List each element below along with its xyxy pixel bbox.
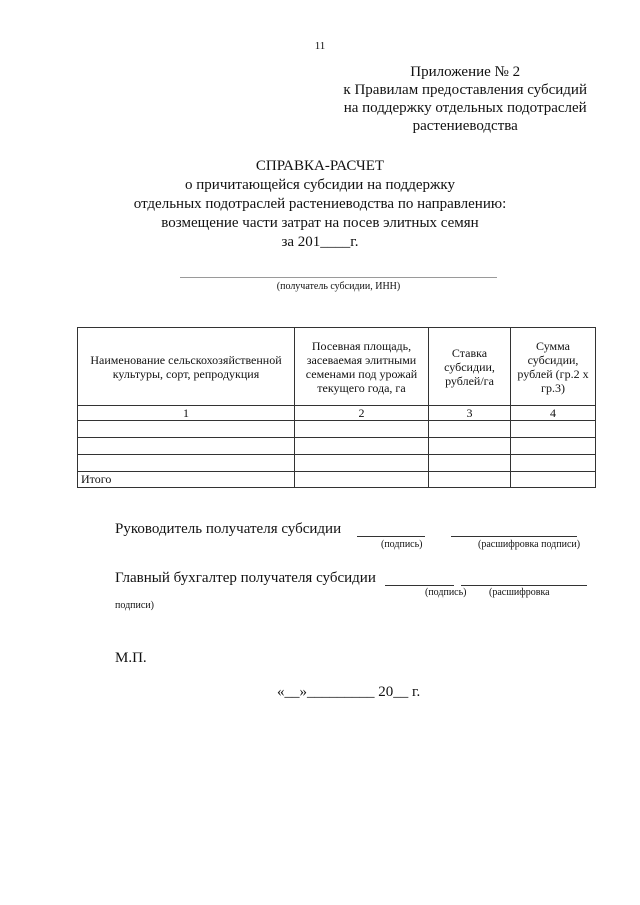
title-heading: СПРАВКА-РАСЧЕТ bbox=[255, 158, 385, 174]
table-row bbox=[78, 455, 596, 472]
header-sown-area: Посевная площадь, засеваемая элитными семенами под урожай текущего года, га bbox=[295, 328, 429, 406]
table-cell[interactable] bbox=[295, 438, 429, 455]
appendix-line-1: Приложение № 2 bbox=[410, 64, 521, 80]
head-signature-line[interactable] bbox=[357, 536, 425, 537]
accountant-decode-caption: (расшифровка bbox=[489, 587, 550, 598]
table-header-row bbox=[78, 328, 596, 406]
table-cell[interactable] bbox=[511, 455, 596, 472]
total-label: Итого bbox=[78, 472, 295, 488]
appendix-line-3: на поддержку отдельных подотраслей bbox=[343, 100, 587, 116]
accountant-sign-caption: (подпись) bbox=[425, 587, 467, 598]
calculation-table bbox=[77, 327, 596, 488]
table-cell[interactable] bbox=[429, 472, 511, 488]
column-number: 2 bbox=[295, 406, 429, 421]
column-number: 4 bbox=[511, 406, 596, 421]
document-title bbox=[0, 157, 640, 252]
table-row bbox=[78, 438, 596, 455]
header-subsidy-sum: Сумма субсидии, рублей (гр.2 х гр.3) bbox=[511, 328, 596, 406]
column-number: 3 bbox=[429, 406, 511, 421]
table-cell[interactable] bbox=[511, 438, 596, 455]
head-decode-caption: (расшифровка подписи) bbox=[478, 539, 581, 550]
accountant-decode-wrap: подписи) bbox=[115, 600, 154, 611]
table-cell[interactable] bbox=[78, 438, 295, 455]
title-line-2: отдельных подотраслей растениеводства по направлению: bbox=[133, 196, 507, 212]
column-number: 1 bbox=[78, 406, 295, 421]
table-cell[interactable] bbox=[511, 472, 596, 488]
table-cell[interactable] bbox=[295, 421, 429, 438]
title-line-1: о причитающейся субсидии на поддержку bbox=[185, 177, 455, 193]
recipient-caption: (получатель субсидии, ИНН) bbox=[276, 281, 401, 292]
head-sign-caption: (подпись) bbox=[381, 539, 423, 550]
stamp-placeholder: М.П. bbox=[115, 650, 147, 666]
table-cell[interactable] bbox=[511, 421, 596, 438]
title-line-4: за 201____г. bbox=[281, 234, 359, 250]
accountant-signature-line[interactable] bbox=[385, 585, 454, 586]
column-numbers-row bbox=[78, 406, 596, 421]
recipient-field-line bbox=[180, 277, 497, 278]
head-decode-line[interactable] bbox=[451, 536, 577, 537]
table-cell[interactable] bbox=[295, 472, 429, 488]
table-cell[interactable] bbox=[295, 455, 429, 472]
head-signature-label: Руководитель получателя субсидии bbox=[115, 521, 342, 537]
accountant-signature-label: Главный бухгалтер получателя субсидии bbox=[115, 570, 376, 586]
table-cell[interactable] bbox=[429, 421, 511, 438]
table-cell[interactable] bbox=[78, 421, 295, 438]
table-row bbox=[78, 421, 596, 438]
appendix-line-2: к Правилам предоставления субсидий bbox=[343, 82, 587, 98]
table-cell[interactable] bbox=[78, 455, 295, 472]
total-row bbox=[78, 472, 596, 488]
accountant-decode-line[interactable] bbox=[461, 585, 587, 586]
header-subsidy-rate: Ставка субсидии, рублей/га bbox=[429, 328, 511, 406]
appendix-note bbox=[343, 63, 587, 135]
date-line: «__»_________ 20__ г. bbox=[277, 684, 421, 700]
table-cell[interactable] bbox=[429, 455, 511, 472]
table-cell[interactable] bbox=[429, 438, 511, 455]
appendix-line-4: растениеводства bbox=[412, 118, 518, 134]
title-line-3: возмещение части затрат на посев элитных семян bbox=[161, 215, 479, 231]
header-crop-name: Наименование сельскохозяйственной культуры, сорт, репродукция bbox=[78, 328, 295, 406]
page-number: 11 bbox=[314, 40, 326, 52]
